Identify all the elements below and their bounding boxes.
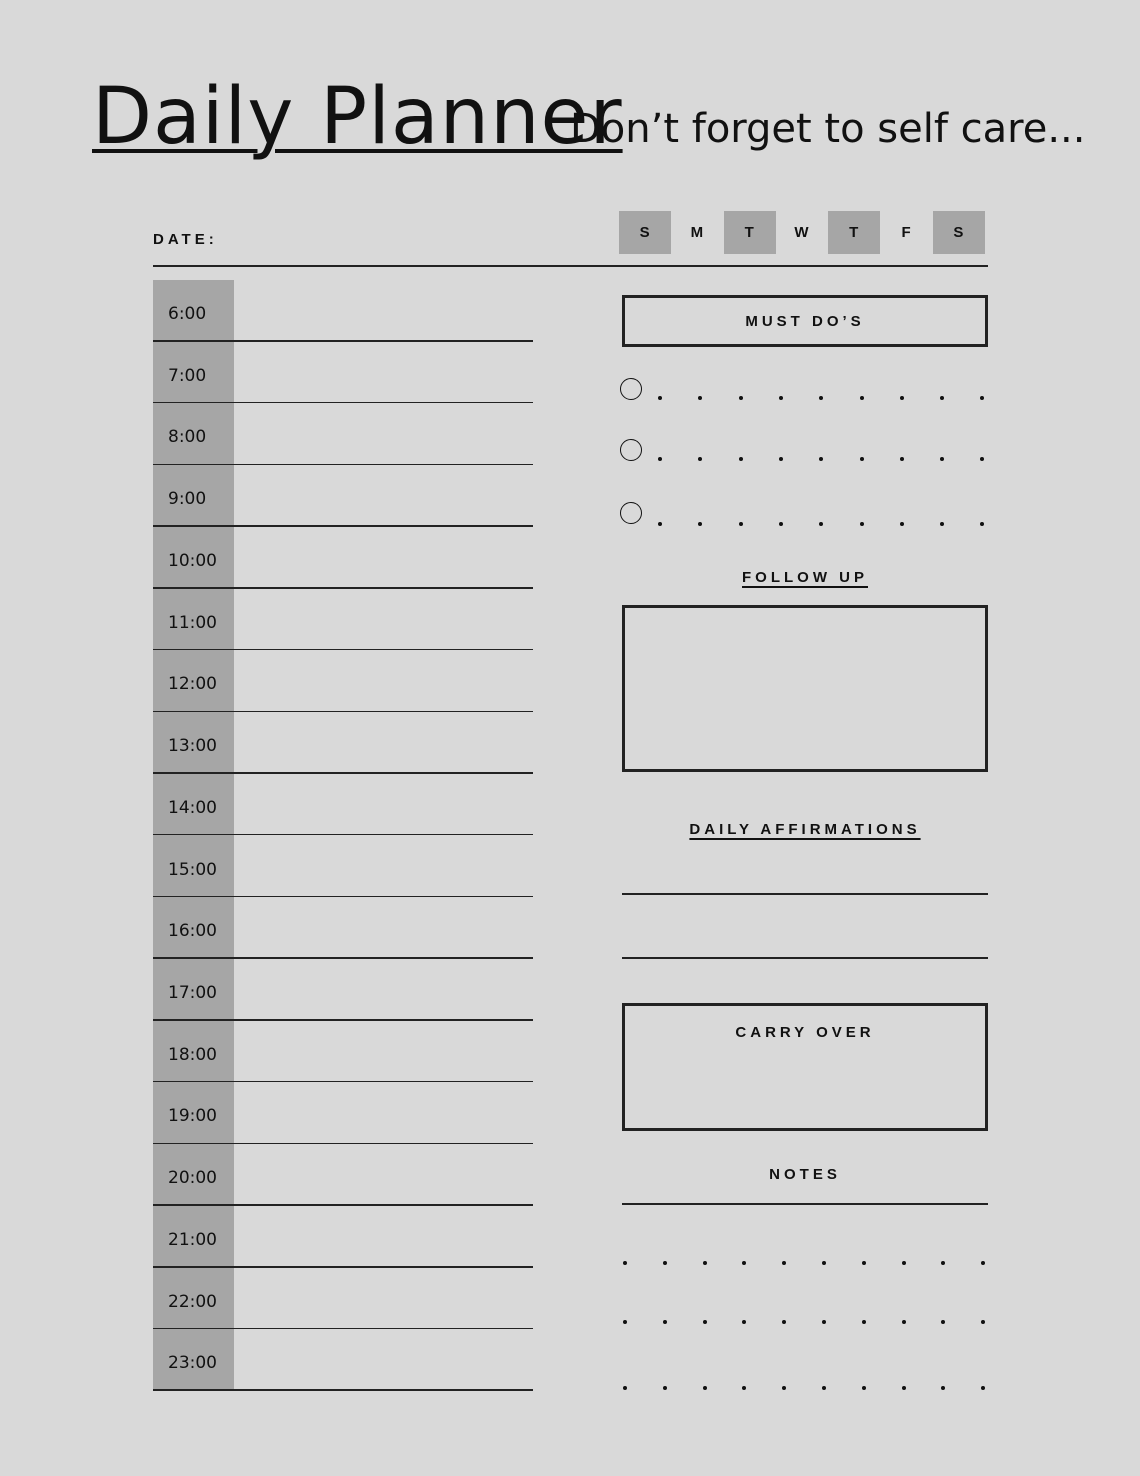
time-slot[interactable]	[153, 342, 533, 404]
time-label: 22:00	[168, 1291, 217, 1312]
guide-dot	[779, 457, 783, 461]
must-do-item[interactable]	[620, 378, 992, 408]
must-do-item[interactable]	[620, 439, 992, 469]
guide-dot	[742, 1320, 746, 1324]
guide-dot	[940, 396, 944, 400]
time-label: 13:00	[168, 736, 217, 757]
time-label: 10:00	[168, 550, 217, 571]
guide-dot	[862, 1320, 866, 1324]
guide-dot	[739, 457, 743, 461]
guide-dot	[941, 1386, 945, 1390]
time-slot[interactable]	[153, 959, 533, 1021]
guide-dot	[623, 1386, 627, 1390]
weekday-box[interactable]: S	[619, 211, 671, 254]
page-subtitle: Don’t forget to self care...	[570, 106, 1086, 152]
checkbox-circle-icon[interactable]	[620, 502, 642, 524]
carry-over-label: CARRY OVER	[735, 1024, 875, 1041]
guide-dot	[902, 1261, 906, 1265]
notes-dot-row[interactable]	[622, 1261, 994, 1267]
checkbox-circle-icon[interactable]	[620, 378, 642, 400]
time-slot[interactable]	[153, 650, 533, 712]
guide-dot	[658, 522, 662, 526]
guide-dot	[822, 1386, 826, 1390]
time-slot[interactable]	[153, 280, 533, 342]
date-label: DATE:	[153, 231, 218, 248]
guide-dot	[739, 522, 743, 526]
guide-dot	[663, 1320, 667, 1324]
guide-dot	[782, 1386, 786, 1390]
guide-dot	[658, 457, 662, 461]
guide-dot	[703, 1261, 707, 1265]
time-slot[interactable]	[153, 403, 533, 465]
time-label: 20:00	[168, 1168, 217, 1189]
guide-dot	[860, 457, 864, 461]
time-label: 19:00	[168, 1106, 217, 1127]
guide-dot	[663, 1261, 667, 1265]
time-slot[interactable]	[153, 589, 533, 651]
guide-dot	[862, 1386, 866, 1390]
time-label: 16:00	[168, 921, 217, 942]
time-label: 17:00	[168, 982, 217, 1003]
guide-dot	[862, 1261, 866, 1265]
time-label: 23:00	[168, 1353, 217, 1374]
time-slot[interactable]	[153, 1144, 533, 1206]
guide-dot	[981, 1386, 985, 1390]
time-label: 12:00	[168, 674, 217, 695]
daily-affirmations-label: DAILY AFFIRMATIONS	[689, 821, 921, 838]
notes-dot-row[interactable]	[622, 1386, 994, 1392]
time-slot[interactable]	[153, 1329, 533, 1391]
page-title: Daily Planner	[92, 72, 623, 162]
header-divider	[153, 265, 988, 267]
guide-dot	[980, 457, 984, 461]
time-label: 8:00	[168, 427, 207, 448]
notes-dot-row[interactable]	[622, 1320, 994, 1326]
weekday-box[interactable]: F	[901, 224, 912, 241]
guide-dot	[698, 522, 702, 526]
time-label: 11:00	[168, 612, 217, 633]
guide-dot	[698, 457, 702, 461]
must-dos-label: MUST DO’S	[745, 312, 865, 330]
time-label: 21:00	[168, 1229, 217, 1250]
time-slot[interactable]	[153, 836, 533, 898]
checkbox-circle-icon[interactable]	[620, 439, 642, 461]
guide-dot	[742, 1386, 746, 1390]
guide-dot	[623, 1320, 627, 1324]
guide-dot	[860, 522, 864, 526]
time-label: 9:00	[168, 489, 207, 510]
must-do-item[interactable]	[620, 502, 992, 532]
guide-dot	[940, 522, 944, 526]
guide-dot	[742, 1261, 746, 1265]
guide-dot	[981, 1261, 985, 1265]
guide-dot	[980, 522, 984, 526]
time-label: 18:00	[168, 1044, 217, 1065]
time-slot[interactable]	[153, 712, 533, 774]
guide-dot	[779, 396, 783, 400]
time-slot[interactable]	[153, 1021, 533, 1083]
time-label: 6:00	[168, 304, 207, 324]
follow-up-heading	[622, 569, 988, 586]
guide-dot	[822, 1320, 826, 1324]
guide-dot	[623, 1261, 627, 1265]
guide-dot	[819, 522, 823, 526]
guide-dot	[860, 396, 864, 400]
guide-dot	[663, 1386, 667, 1390]
guide-dot	[739, 396, 743, 400]
weekday-box[interactable]: W	[794, 224, 810, 241]
time-label: 14:00	[168, 797, 217, 818]
must-dos-header	[622, 295, 988, 347]
time-slot[interactable]	[153, 527, 533, 589]
time-slot[interactable]	[153, 465, 533, 527]
hourly-schedule	[153, 280, 533, 1392]
guide-dot	[940, 457, 944, 461]
guide-dot	[941, 1261, 945, 1265]
guide-dot	[902, 1320, 906, 1324]
notes-heading: NOTES	[769, 1166, 841, 1183]
guide-dot	[782, 1320, 786, 1324]
guide-dot	[900, 457, 904, 461]
daily-affirmations-heading	[622, 821, 988, 838]
guide-dot	[819, 457, 823, 461]
guide-dot	[822, 1261, 826, 1265]
guide-dot	[658, 396, 662, 400]
follow-up-box[interactable]	[622, 605, 988, 772]
time-slot[interactable]	[153, 774, 533, 836]
guide-dot	[981, 1320, 985, 1324]
weekday-box[interactable]: T	[724, 211, 776, 254]
weekday-selector	[619, 211, 985, 254]
time-slot[interactable]	[153, 1206, 533, 1268]
guide-dot	[980, 396, 984, 400]
notes-divider	[622, 1203, 988, 1205]
time-label: 7:00	[168, 365, 207, 386]
time-slot[interactable]	[153, 897, 533, 959]
guide-dot	[900, 522, 904, 526]
guide-dot	[782, 1261, 786, 1265]
carry-over-box[interactable]	[622, 1003, 988, 1131]
time-slot[interactable]	[153, 1082, 533, 1144]
weekday-box[interactable]: M	[690, 224, 705, 241]
guide-dot	[819, 396, 823, 400]
guide-dot	[703, 1386, 707, 1390]
time-label: 15:00	[168, 859, 217, 880]
guide-dot	[902, 1386, 906, 1390]
guide-dot	[703, 1320, 707, 1324]
affirmation-line[interactable]	[622, 893, 988, 895]
affirmation-line[interactable]	[622, 957, 988, 959]
weekday-box[interactable]: T	[828, 211, 880, 254]
slot-divider	[153, 1389, 533, 1391]
guide-dot	[941, 1320, 945, 1324]
time-slot[interactable]	[153, 1268, 533, 1330]
guide-dot	[698, 396, 702, 400]
guide-dot	[900, 396, 904, 400]
guide-dot	[779, 522, 783, 526]
weekday-box[interactable]: S	[933, 211, 985, 254]
follow-up-label: FOLLOW UP	[742, 569, 868, 586]
